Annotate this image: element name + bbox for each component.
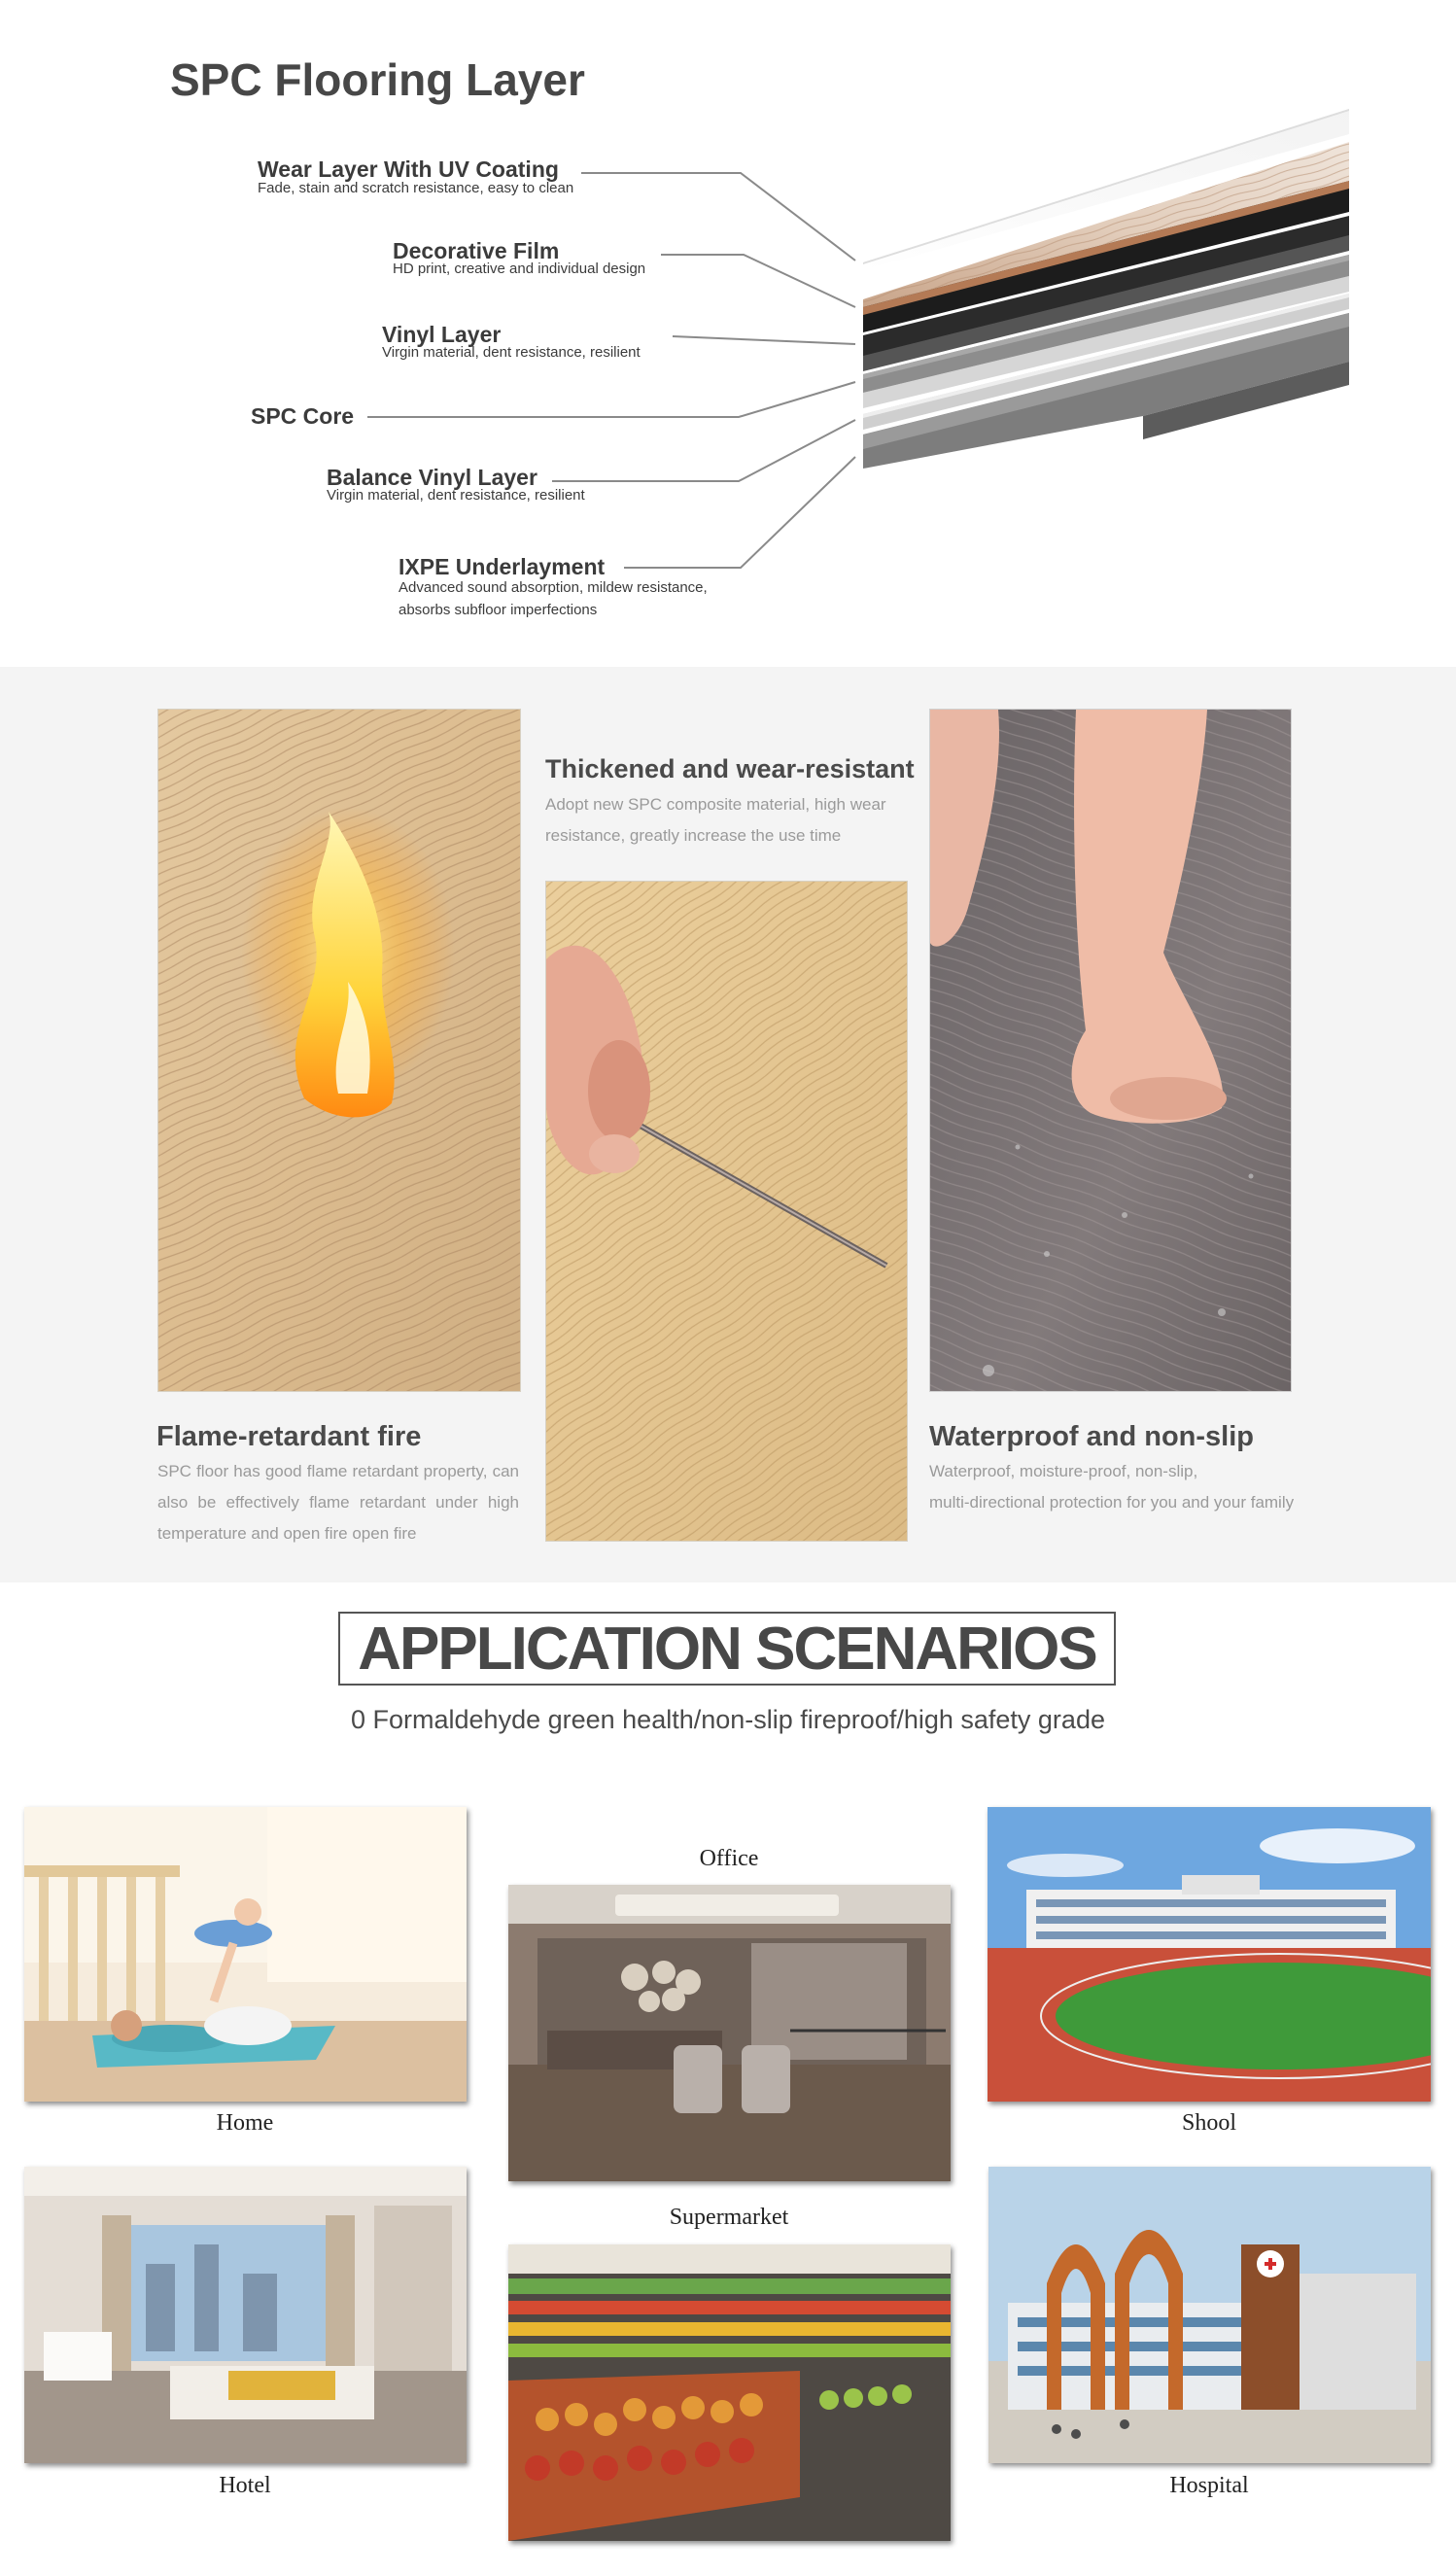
application-title: APPLICATION SCENARIOS [358,1616,1096,1683]
home-label: Home [216,2110,274,2136]
home-photo [24,1807,467,2102]
hospital-label: Hospital [1169,2473,1249,2498]
school-photo [988,1807,1431,2102]
application-title-box [338,1612,1116,1686]
application-scenarios-section [0,1582,1456,2573]
layer-desc-continued: absorbs subfloor imperfections [399,602,598,618]
layer-name: Vinyl Layer [382,322,502,347]
supermarket-label: Supermarket [669,2205,789,2230]
hospital-building-image [988,2167,1431,2463]
layer-name: IXPE Underlayment [399,554,606,579]
layer-desc: Virgin material, dent resistance, resilient [382,344,641,361]
office-interior-image [508,1885,951,2181]
flame-feature-desc: SPC floor has good flame retardant property, can also be effectively flame retardant under high temperature and open fire open fire [157,1462,519,1543]
layer-diagram-section [0,0,1456,667]
layer-name: Wear Layer With UV Coating [258,156,559,182]
mother-and-baby-image [24,1807,467,2102]
supermarket-photo [508,2244,951,2541]
waterproof-desc-line: multi-directional protection for you and your family [929,1493,1295,1512]
waterproof-photo [929,709,1292,1392]
layer-desc: Virgin material, dent resistance, resilient [327,487,585,504]
waterproof-feature-desc [929,1456,1337,1518]
wear-feature-title: Thickened and wear-resistant [545,754,915,783]
layer-name: Balance Vinyl Layer [327,465,537,490]
waterproof-feature-title: Waterproof and non-slip [929,1421,1255,1452]
wear-feature-desc: Adopt new SPC composite material, high wear resistance, greatly increase the use time [545,795,886,845]
layer-name: Decorative Film [393,238,560,263]
application-subtitle: 0 Formaldehyde green health/non-slip fireproof/high safety grade [351,1705,1105,1734]
layer-name: SPC Core [251,403,355,429]
flame-photo [157,709,521,1392]
school-label: Shool [1181,2110,1236,2136]
screwdriver-on-wood-image [546,882,908,1542]
features-section [0,667,1456,1582]
hotel-photo [24,2167,467,2463]
office-label: Office [699,1846,759,1871]
flame-on-wood-image [158,710,521,1392]
hotel-room-image [24,2167,467,2463]
hospital-photo [988,2167,1431,2463]
page-title: SPC Flooring Layer [170,54,585,105]
school-campus-image [988,1807,1431,2102]
hotel-label: Hotel [219,2473,271,2498]
layer-desc: Advanced sound absorption, mildew resistance, [399,579,708,596]
waterproof-desc-line: Waterproof, moisture-proof, non-slip, [929,1462,1198,1480]
layer-desc: Fade, stain and scratch resistance, easy to clean [258,180,574,196]
scratch-test-photo [545,881,908,1542]
office-photo [508,1885,951,2181]
layer-desc: HD print, creative and individual design [393,261,646,277]
fruit-aisle-image [508,2244,951,2541]
flooring-layer-stack-illustration [0,0,1456,667]
wet-feet-on-floor-image [930,710,1292,1392]
flame-feature-title: Flame-retardant fire [156,1421,422,1452]
